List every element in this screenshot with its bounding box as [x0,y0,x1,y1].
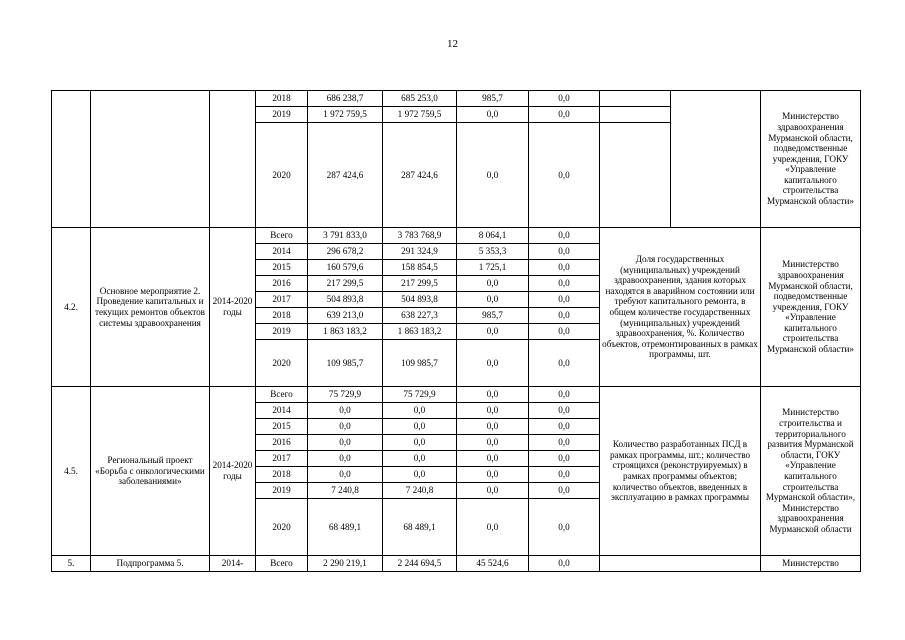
year-cell: 2019 [256,324,308,340]
total-cell: 0,0 [308,451,383,467]
period-cell: 2014-2020 годы [210,387,256,556]
year-cell: 2016 [256,276,308,292]
regional-cell: 3 783 768,9 [383,228,457,244]
period-cell: 2014-2020 годы [210,228,256,387]
federal-cell: 0,0 [457,467,529,483]
regional-cell: 75 729,9 [383,387,457,403]
year-cell: Всего [256,228,308,244]
regional-cell: 7 240,8 [383,483,457,499]
other-cell: 0,0 [529,435,600,451]
table-row [52,387,861,403]
period-cell [210,91,256,228]
total-cell: 75 729,9 [308,387,383,403]
year-cell: 2019 [256,483,308,499]
num-cell: 4.5. [52,387,91,556]
federal-cell: 8 064,1 [457,228,529,244]
year-cell: Всего [256,387,308,403]
total-cell: 2 290 219,1 [308,556,383,572]
regional-cell: 1 972 759,5 [383,107,457,123]
other-cell: 0,0 [529,308,600,324]
regional-cell: 109 985,7 [383,340,457,387]
name-cell: Подпрограмма 5. [91,556,210,572]
total-cell: 1 863 183,2 [308,324,383,340]
federal-cell: 0,0 [457,435,529,451]
year-cell: 2015 [256,419,308,435]
regional-cell: 158 854,5 [383,260,457,276]
regional-cell: 291 324,9 [383,244,457,260]
num-cell [52,91,91,228]
other-cell: 0,0 [529,292,600,308]
federal-cell: 0,0 [457,387,529,403]
federal-cell: 0,0 [457,451,529,467]
other-cell: 0,0 [529,387,600,403]
year-cell: 2016 [256,435,308,451]
regional-cell: 504 893,8 [383,292,457,308]
year-cell: 2017 [256,451,308,467]
table-row [52,556,861,572]
indicator-cell [600,556,761,572]
regional-cell: 0,0 [383,403,457,419]
indicator-cell [671,91,761,228]
year-cell: 2020 [256,499,308,556]
executor-cell: Министерство строительства и территориального развития Мурманской области, ГОКУ «Управление капитального строительства Мурманской области», Министерство здравоохранения Мурманской области [761,387,861,556]
program-table [51,90,861,572]
other-cell: 0,0 [529,107,600,123]
federal-cell: 0,0 [457,403,529,419]
year-cell: 2018 [256,91,308,107]
table-row [52,228,861,244]
table-row [52,91,861,107]
other-cell: 0,0 [529,451,600,467]
period-cell: 2014- [210,556,256,572]
regional-cell: 638 227,3 [383,308,457,324]
total-cell: 0,0 [308,467,383,483]
year-cell: 2014 [256,244,308,260]
other-cell: 0,0 [529,123,600,228]
executor-cell: Министерство здравоохранения Мурманской области, подведомственные учреждения, ГОКУ «Управление капитального строительства Мурманской области» [761,228,861,387]
other-cell: 0,0 [529,499,600,556]
other-cell: 0,0 [529,340,600,387]
regional-cell: 217 299,5 [383,276,457,292]
year-cell: 2018 [256,467,308,483]
other-cell: 0,0 [529,228,600,244]
federal-cell: 0,0 [457,483,529,499]
federal-cell: 0,0 [457,324,529,340]
total-cell: 1 972 759,5 [308,107,383,123]
total-cell: 504 893,8 [308,292,383,308]
federal-cell: 0,0 [457,499,529,556]
federal-cell: 0,0 [457,340,529,387]
regional-cell: 685 253,0 [383,91,457,107]
regional-cell: 0,0 [383,467,457,483]
year-cell: 2018 [256,308,308,324]
total-cell: 686 238,7 [308,91,383,107]
federal-cell: 0,0 [457,276,529,292]
federal-cell: 0,0 [457,123,529,228]
other-cell: 0,0 [529,467,600,483]
indicator-cell: Доля государственных (муниципальных) учреждений здравоохранения, здания которых находятся в аварийном состоянии или требуют капитального ремонта, в общем количестве государственных (муниципальных) учреждений здравоохранения, %. Количество объектов, отремонтированных в рамках программы, шт. [600,228,761,387]
total-cell: 68 489,1 [308,499,383,556]
federal-cell: 0,0 [457,292,529,308]
total-cell: 287 424,6 [308,123,383,228]
num-cell: 4.2. [52,228,91,387]
total-cell: 109 985,7 [308,340,383,387]
total-cell: 7 240,8 [308,483,383,499]
regional-cell: 2 244 694,5 [383,556,457,572]
year-cell: 2017 [256,292,308,308]
name-cell: Региональный проект «Борьба с онкологическими заболеваниями» [91,387,210,556]
other-cell: 0,0 [529,260,600,276]
empty-cell [600,123,671,228]
regional-cell: 0,0 [383,451,457,467]
year-cell: 2020 [256,123,308,228]
num-cell: 5. [52,556,91,572]
total-cell: 296 678,2 [308,244,383,260]
federal-cell: 5 353,3 [457,244,529,260]
regional-cell: 1 863 183,2 [383,324,457,340]
name-cell: Основное мероприятие 2. Проведение капитальных и текущих ремонтов объектов системы здравоохранения [91,228,210,387]
other-cell: 0,0 [529,403,600,419]
executor-cell: Министерство [761,556,861,572]
total-cell: 639 213,0 [308,308,383,324]
page-number: 12 [447,38,458,50]
total-cell: 0,0 [308,435,383,451]
federal-cell: 0,0 [457,107,529,123]
regional-cell: 0,0 [383,435,457,451]
regional-cell: 0,0 [383,419,457,435]
other-cell: 0,0 [529,244,600,260]
year-cell: 2014 [256,403,308,419]
indicator-cell: Количество разработанных ПСД в рамках программы, шт.; количество строящихся (реконструируемых) в рамках программы объектов; количество объектов, введенных в эксплуатацию в рамках программы [600,387,761,556]
federal-cell: 985,7 [457,308,529,324]
regional-cell: 68 489,1 [383,499,457,556]
other-cell: 0,0 [529,483,600,499]
year-cell: 2015 [256,260,308,276]
total-cell: 217 299,5 [308,276,383,292]
total-cell: 0,0 [308,403,383,419]
other-cell: 0,0 [529,91,600,107]
federal-cell: 0,0 [457,419,529,435]
year-cell: 2020 [256,340,308,387]
total-cell: 0,0 [308,419,383,435]
other-cell: 0,0 [529,276,600,292]
other-cell: 0,0 [529,324,600,340]
federal-cell: 1 725,1 [457,260,529,276]
total-cell: 160 579,6 [308,260,383,276]
total-cell: 3 791 833,0 [308,228,383,244]
year-cell: Всего [256,556,308,572]
regional-cell: 287 424,6 [383,123,457,228]
federal-cell: 45 524,6 [457,556,529,572]
executor-cell: Министерство здравоохранения Мурманской области, подведомственные учреждения, ГОКУ «Управление капитального строительства Мурманской области» [761,91,861,228]
empty-cell [600,107,671,123]
federal-cell: 985,7 [457,91,529,107]
other-cell: 0,0 [529,419,600,435]
other-cell: 0,0 [529,556,600,572]
empty-cell [600,91,671,107]
name-cell [91,91,210,228]
year-cell: 2019 [256,107,308,123]
